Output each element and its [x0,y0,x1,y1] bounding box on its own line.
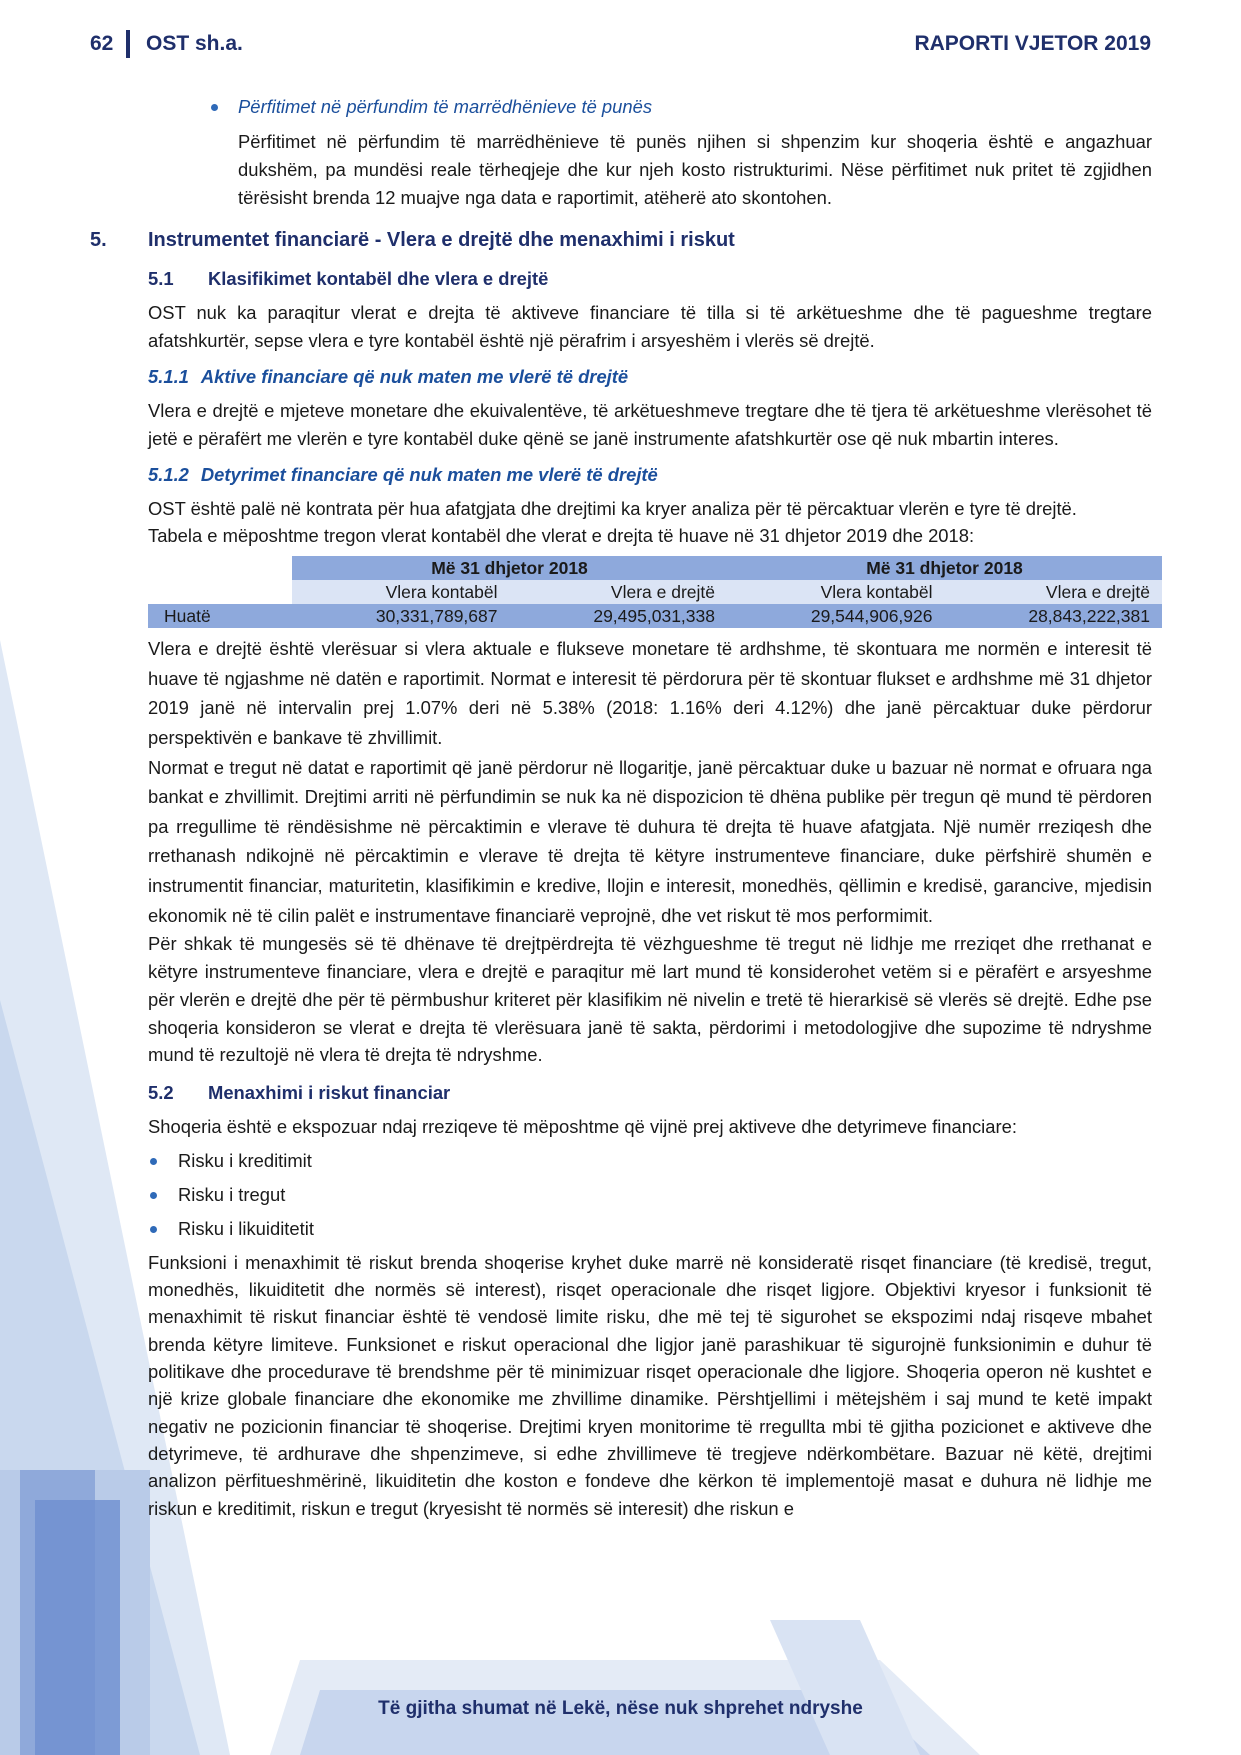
paragraph-5-2-intro: Shoqeria është e ekspozuar ndaj rreziqeve të mëposhtme që vijnë prej aktiveve dhe detyrimeve financiare: [148,1116,1017,1138]
row-label: Huatë [148,604,292,628]
list-item [148,1147,1152,1175]
bullet-dot-icon [150,1158,157,1165]
paragraph-5-1-2-b: Tabela e mëposhtme tregon vlerat kontabël dhe vlerat e drejta të huave në 31 dhjetor 2019 dhe 2018: [148,525,975,547]
subsection-number: 5.2 [148,1082,174,1104]
table-cell: 30,331,789,687 [292,604,510,628]
table-cell: 28,843,222,381 [945,604,1163,628]
loans-fair-value-table [148,556,1162,628]
section-number: 5. [90,229,107,252]
page-header [90,30,1151,64]
section-5-1-heading [148,265,1152,293]
bullet-dot-icon [211,104,218,111]
subsection-title: Klasifikimet kontabël dhe vlera e drejtë [208,268,549,290]
table-cell: 29,495,031,338 [510,604,728,628]
paragraph-market-rates: Normat e tregut në datat e raportimit që janë përdorur në llogaritje, janë përcaktuar duke u bazuar në normat e ofruara nga bankat e zhvillimit. Drejtimi arriti në përfundimin se nuk ka në dispozicion të dhëna publike për tregun që mund të përdoren pa rregullime të rëndësishme në përcaktimin e vlerave të duhura të drejta të huave afatgjata. Një numër rreziqesh dhe rrethanash ndikojnë në përcaktimin e vlerave të drejta të këtyre instrumenteve financiare, duke përfshirë shumën e instrumentit financiar, maturitetin, klasifikimin e kredive, llojin e interesit, monedhës, qëllimin e kredisë, garancive, mjedisin ekonomik në të cilin palët e instrumentave financiarë veprojnë, dhe vet riskut të mos performimit. [148,756,1152,926]
subsection-number: 5.1 [148,268,174,290]
table-sub-header-row [148,580,1162,604]
list-item [148,1215,1152,1243]
group-header-1: Më 31 dhjetor 2018 [292,556,727,580]
list-item-text: Risku i kreditimit [178,1149,312,1171]
bullet-dot-icon [150,1192,157,1199]
table-row [148,604,1162,628]
section-5-2-heading [148,1079,1152,1107]
subsubsection-title: Detyrimet financiare që nuk maten me vlerë të drejtë [200,463,658,485]
page-footer: Të gjitha shumat në Lekë, nëse nuk shprehet ndryshe [378,1698,863,1719]
section-title: Instrumentet financiarë - Vlera e drejtë dhe menaxhimi i riskut [148,229,735,252]
column-header: Vlera kontabël [727,580,945,604]
group-header-2: Më 31 dhjetor 2018 [727,556,1162,580]
table-cell: 29,544,906,926 [727,604,945,628]
report-title: RAPORTI VJETOR 2019 [914,32,1151,55]
subsubsection-number: 5.1.2 [148,463,189,485]
section-5-1-2-heading [148,461,1152,489]
page-number: 62 [90,32,114,55]
table-group-header-row [148,556,1162,580]
bullet-dot-icon [150,1226,157,1233]
paragraph-5-1: OST nuk ka paraqitur vlerat e drejta të aktiveve financiare të tilla si të arkëtueshme dhe të pagueshme tregtare afatshkurtër, sepse vlera e tyre kontabël është një përafrim i arsyeshëm i vlerës së drejtë. [148,302,1152,352]
column-header: Vlera e drejtë [945,580,1163,604]
header-divider [126,30,130,58]
subsubsection-number: 5.1.1 [148,365,189,387]
list-item-text: Risku i tregut [178,1183,286,1205]
main-content [90,92,1152,1522]
bullet-heading [148,92,1152,122]
column-header: Vlera kontabël [292,580,510,604]
list-item-text: Risku i likuiditetit [178,1217,314,1239]
section-5-1-1-heading [148,363,1152,391]
subsubsection-title: Aktive financiare që nuk maten me vlerë të drejtë [200,365,629,387]
paragraph-5-1-2-a: OST është palë në kontrata për hua afatgjata dhe drejtimi ka kryer analiza për të përcaktuar vlerën e tyre të drejtë. [148,497,1077,519]
paragraph-termination-benefits: Përfitimet në përfundim të marrëdhënieve të punës njihen si shpenzim kur shoqeria është e angazhuar dukshëm, pa mundësi reale tërheqjeje dhe kur njeh kosto ristrukturimi. Nëse përfitimet nuk pritet të zgjidhen tërësisht brenda 12 muajve nga data e raportimit, atëherë ato skontohen. [238,131,1152,208]
paragraph-observable-data: Për shkak të mungesës së të dhënave të drejtpërdrejta të vëzhgueshme të tregut në lidhje me rreziqet dhe rrethanat e këtyre instrumenteve financiare, vlera e drejtë e paraqitur më lart mund të konsiderohet vetëm si e përafërt e arsyeshme për vlerën e drejtë dhe për të përmbushur kriteret për klasifikim në nivelin e tretë të hierarkisë së vlerës së drejtë. Edhe pse shoqeria konsideron se vlerat e drejta të vlerësuara janë të sakta, përdorimi i metodologjive dhe supozime të ndryshme mund të rezultojë në vlera të drejta të ndryshme. [148,933,1152,1066]
column-header: Vlera e drejtë [510,580,728,604]
paragraph-5-1-1: Vlera e drejtë e mjeteve monetare dhe ekuivalentëve, të arkëtueshmeve tregtare dhe të tjera të arkëtueshme vlerësohet të jetë e përafërt me vlerën e tyre kontabël duke qënë se janë instrumente afatshkurtër ose që nuk mbartin interes. [148,399,1152,449]
paragraph-risk-management: Funksioni i menaxhimit të riskut brenda shoqerise kryhet duke marrë në konsideratë risqet financiare (të kredisë, tregut, monedhës, likuiditetit dhe normës së interest), risqet operacionale dhe risqet ligjore. Objektivi kryesor i funksionit të menaxhimit të riskut financiar është të vendosë limite risku, dhe më tej të sigurohet se ekspozimi ndaj risqeve mbahet brenda këtyre limiteve. Funksionet e riskut operacional dhe ligjor janë parashikuar të sigurojnë funksionimin e duhur të politikave dhe procedurave të brendshme për të minimizuar risqet operacionale dhe ligjore. Shoqeria operon në kushtet e një krize globale financiare dhe ekonomike me zhvillime dinamike. Përshtjellimi i mëtejshëm i saj mund te ketë impakt negativ ne pozicionin financiar të shoqerise. Drejtimi kryen monitorime të rregullta mbi të gjitha pozicionet e aktiveve dhe detyrimeve, të ardhurave dhe shpenzimeve, si edhe zhvillimeve të tregjeve ndërkombëtare. Bazuar në këtë, drejtimi analizon përfitueshmërinë, likuiditetin dhe koston e fondeve dhe kërkon të implementojë masat e duhura në lidhje me riskun e kreditimit, riskun e tregut (kryesisht të normës së interesit) dhe riskun e [148,1251,1152,1519]
bullet-heading-text: Përfitimet në përfundim të marrëdhënieve të punës [238,96,653,117]
company-name: OST sh.a. [146,32,243,55]
paragraph-fair-value-estimate: Vlera e drejtë është vlerësuar si vlera aktuale e flukseve monetare të ardhshme, të skontuara me normën e interesit të huave të ngjashme në datën e raportimit. Normat e interesit të përdorura për të skontuar flukset e ardhshme më 31 dhjetor 2019 janë në intervalin prej 1.07% deri në 5.38% (2018: 1.16% deri 4.12%) dhe janë përcaktuar duke përdorur perspektivën e bankave të zhvillimit. [148,638,1152,748]
list-item [148,1181,1152,1209]
subsection-title: Menaxhimi i riskut financiar [208,1082,451,1104]
section-5-heading [90,225,1152,255]
